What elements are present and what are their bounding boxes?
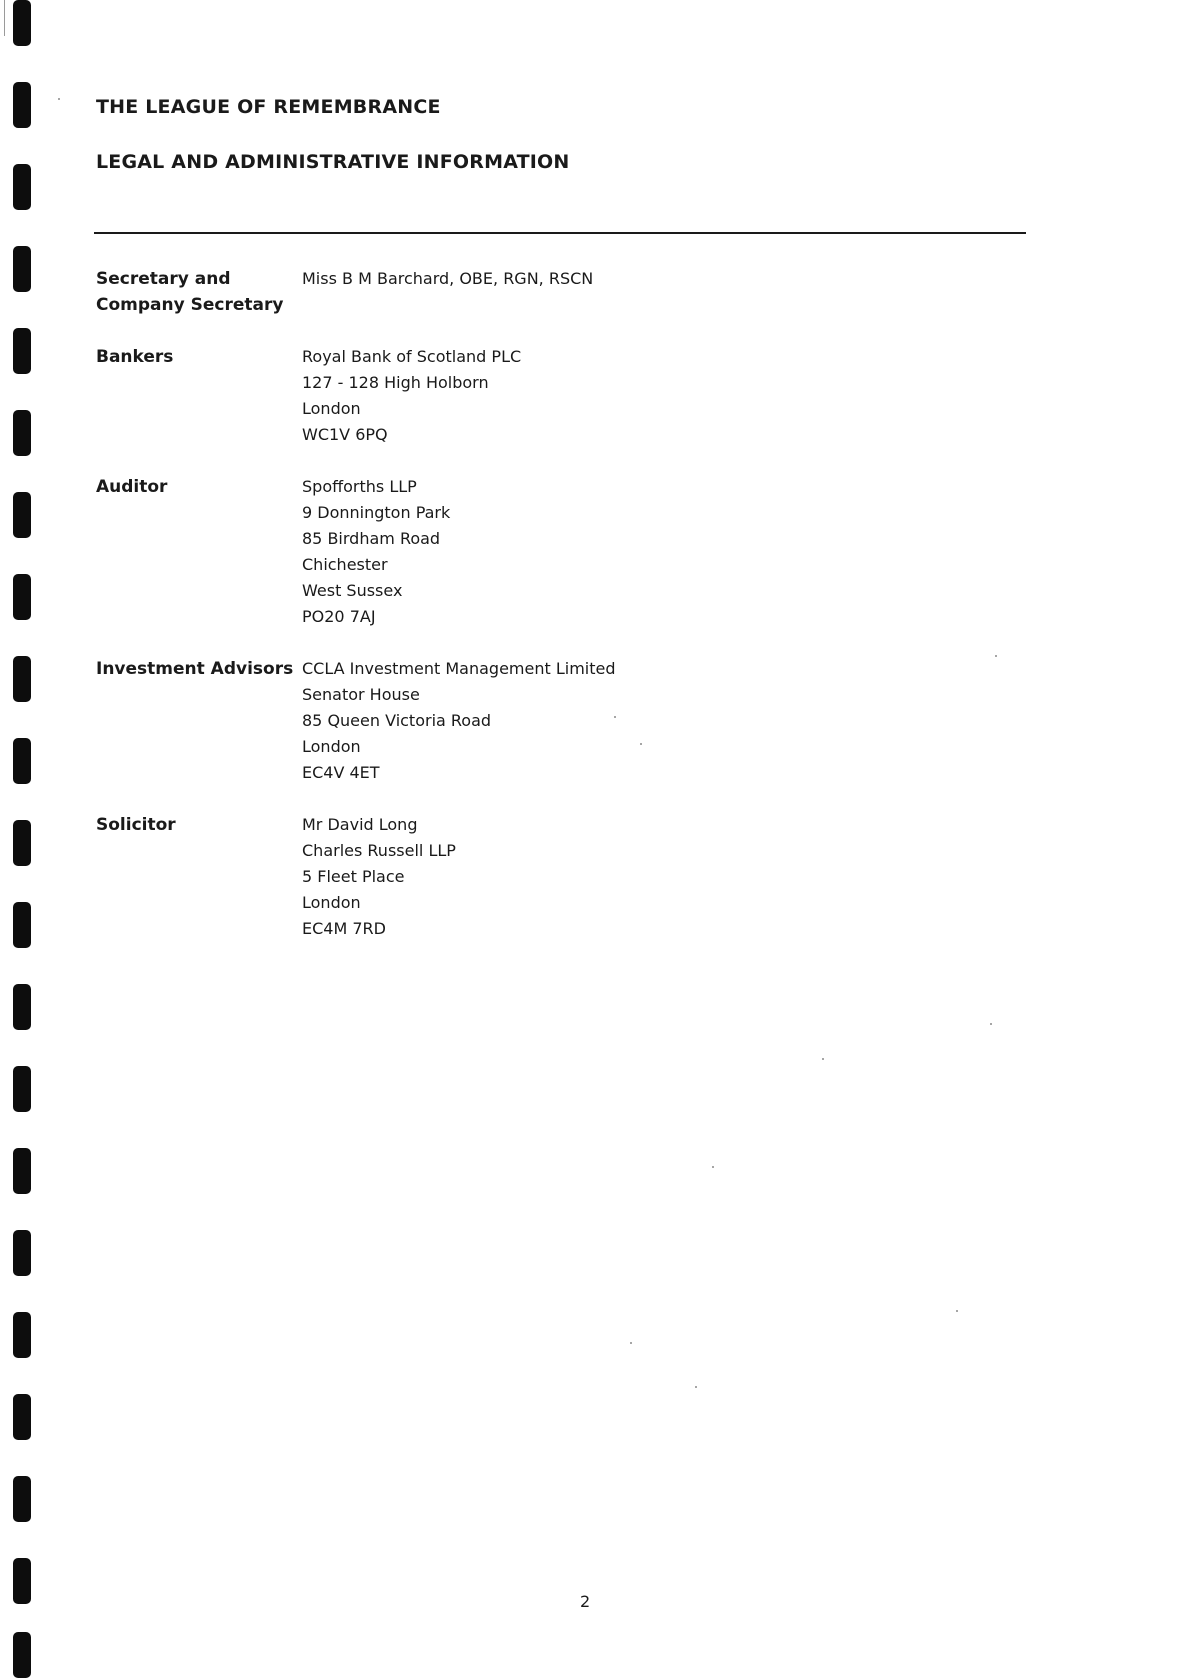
entry-bankers	[96, 344, 1036, 448]
organisation-title: THE LEAGUE OF REMEMBRANCE	[96, 96, 441, 118]
value-line: Royal Bank of Scotland PLC	[302, 347, 522, 366]
label-line: Investment Advisors	[96, 659, 294, 679]
value-line: 9 Donnington Park	[302, 503, 451, 522]
label-line: Secretary and	[96, 269, 231, 289]
entry-value	[302, 474, 450, 630]
entry-secretary	[96, 266, 1036, 318]
binding-hole	[13, 492, 31, 538]
binding-hole	[13, 574, 31, 620]
binding-hole	[13, 164, 31, 210]
scan-speck	[990, 1023, 992, 1025]
binding-hole	[13, 82, 31, 128]
binding-hole	[13, 410, 31, 456]
value-line: PO20 7AJ	[302, 607, 376, 626]
label-line: Solicitor	[96, 815, 176, 835]
scan-speck	[995, 655, 997, 657]
value-line: 85 Birdham Road	[302, 529, 441, 548]
value-line: CCLA Investment Management Limited	[302, 659, 616, 678]
scan-speck	[956, 1310, 958, 1312]
entry-value	[302, 812, 456, 942]
value-line: EC4V 4ET	[302, 763, 380, 782]
value-line: London	[302, 893, 361, 912]
binding-hole	[13, 1558, 31, 1604]
entry-label	[96, 812, 302, 942]
binding-hole	[13, 984, 31, 1030]
binding-hole	[13, 0, 31, 46]
value-line: 127 - 128 High Holborn	[302, 373, 489, 392]
value-line: Senator House	[302, 685, 420, 704]
scan-edge-mark	[4, 0, 5, 36]
entry-solicitor	[96, 812, 1036, 942]
entry-label	[96, 656, 302, 786]
value-line: 5 Fleet Place	[302, 867, 405, 886]
value-line: Spofforths LLP	[302, 477, 417, 496]
binding-hole	[13, 1148, 31, 1194]
value-line: West Sussex	[302, 581, 403, 600]
entry-value	[302, 656, 616, 786]
value-line: 85 Queen Victoria Road	[302, 711, 492, 730]
binding-hole	[13, 1230, 31, 1276]
value-line: Miss B M Barchard, OBE, RGN, RSCN	[302, 269, 594, 288]
scan-speck	[614, 716, 616, 718]
entry-label	[96, 474, 302, 630]
binding-hole	[13, 246, 31, 292]
scan-speck	[695, 1386, 697, 1388]
entry-auditor	[96, 474, 1036, 630]
value-line: Chichester	[302, 555, 388, 574]
binding-hole	[13, 1632, 31, 1678]
value-line: EC4M 7RD	[302, 919, 386, 938]
info-list	[96, 266, 1036, 942]
binding-hole	[13, 902, 31, 948]
value-line: WC1V 6PQ	[302, 425, 388, 444]
entry-investment-advisors	[96, 656, 1036, 786]
binding-hole	[13, 1476, 31, 1522]
scan-speck	[822, 1058, 824, 1060]
label-line: Bankers	[96, 347, 174, 367]
binding-hole	[13, 328, 31, 374]
binding-hole	[13, 738, 31, 784]
scan-speck	[630, 1342, 632, 1344]
label-line: Company Secretary	[96, 295, 284, 315]
binding-hole	[13, 1312, 31, 1358]
value-line: Charles Russell LLP	[302, 841, 456, 860]
entry-label	[96, 266, 302, 318]
value-line: Mr David Long	[302, 815, 418, 834]
page-content	[96, 94, 1036, 968]
binding-hole	[13, 656, 31, 702]
scan-speck	[712, 1166, 714, 1168]
label-line: Auditor	[96, 477, 168, 497]
scan-speck	[640, 743, 642, 745]
binding-strip	[0, 0, 40, 1678]
page-number: 2	[580, 1592, 591, 1611]
value-line: London	[302, 737, 361, 756]
section-title: LEGAL AND ADMINISTRATIVE INFORMATION	[96, 151, 570, 173]
value-line: London	[302, 399, 361, 418]
entry-label	[96, 344, 302, 448]
entry-value	[302, 344, 521, 448]
scan-speck	[58, 98, 60, 100]
binding-hole	[13, 1394, 31, 1440]
entry-value	[302, 266, 593, 318]
header-rule	[94, 232, 1026, 234]
binding-hole	[13, 820, 31, 866]
binding-hole	[13, 1066, 31, 1112]
